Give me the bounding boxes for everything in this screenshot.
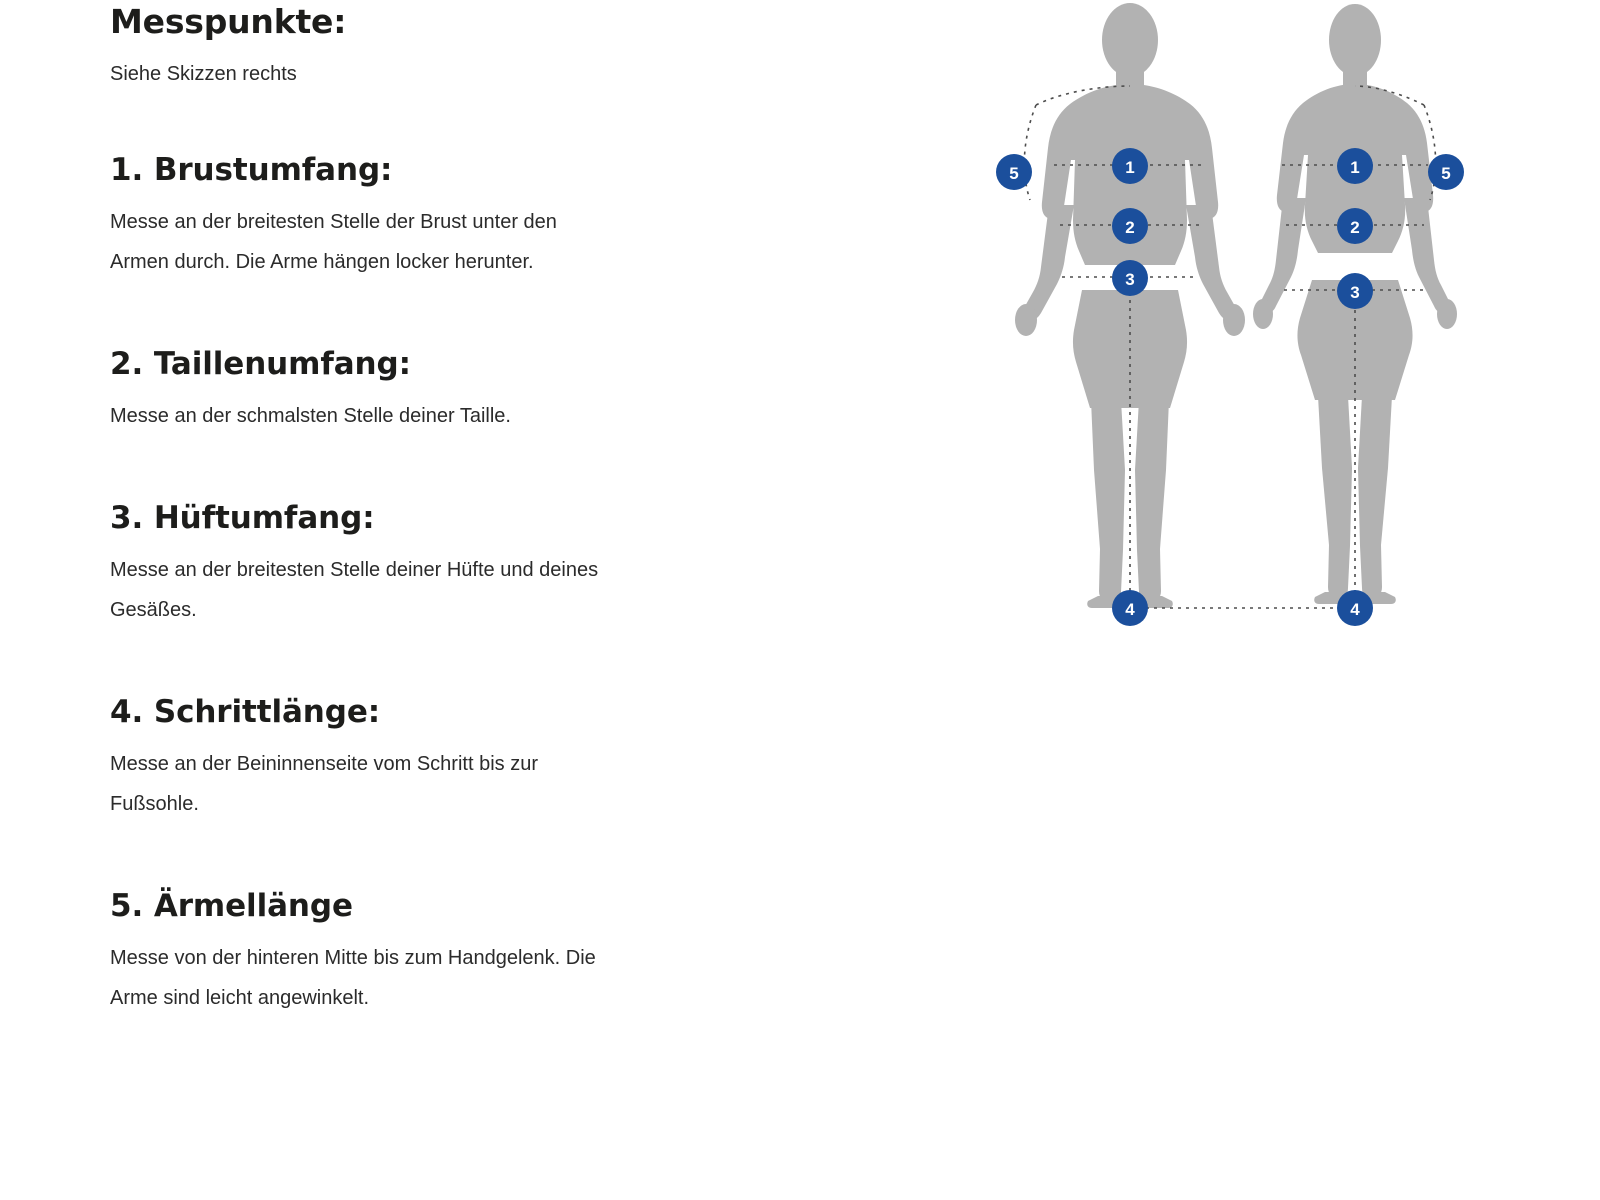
step-1-body: Messe an der breitesten Stelle der Brust unter den Armen durch. Die Arme hängen locker herunter.: [110, 211, 557, 273]
male-badge-2-label: 2: [1125, 218, 1135, 237]
male-badge-1: [1112, 148, 1148, 184]
step-5-title: 5. Ärmellänge: [110, 888, 353, 924]
female-badge-4-label: 4: [1350, 600, 1360, 619]
female-badge-1-label: 1: [1350, 158, 1360, 177]
male-badge-4-label: 4: [1125, 600, 1135, 619]
figure-column: [660, 0, 1600, 1200]
female-badge-2-label: 2: [1350, 218, 1360, 237]
male-badge-5: [996, 154, 1032, 190]
step-4-body: Messe an der Beininnenseite vom Schritt bis zur Fußsohle.: [110, 753, 538, 815]
female-badge-2: [1337, 208, 1373, 244]
male-badge-5-label: 5: [1009, 164, 1019, 183]
female-badge-3-label: 3: [1350, 283, 1360, 302]
male-badge-1-label: 1: [1125, 158, 1135, 177]
female-badge-5-label: 5: [1441, 164, 1451, 183]
male-badge-3: [1112, 260, 1148, 296]
female-badge-3: [1337, 273, 1373, 309]
step-4: [110, 692, 660, 824]
step-4-title: 4. Schrittlänge:: [110, 694, 381, 730]
step-1: [110, 150, 660, 282]
male-badge-2: [1112, 208, 1148, 244]
female-badge-5: [1428, 154, 1464, 190]
step-3-body: Messe an der breitesten Stelle deiner Hüfte und deines Gesäßes.: [110, 559, 599, 621]
step-5: [110, 886, 660, 1018]
instructions-column: [0, 0, 660, 1200]
page-subtitle: Siehe Skizzen rechts: [110, 63, 297, 85]
male-badge-4: [1112, 590, 1148, 626]
female-badge-1: [1337, 148, 1373, 184]
step-2-title: 2. Taillenumfang:: [110, 346, 411, 382]
male-badge-3-label: 3: [1125, 270, 1135, 289]
step-2-body: Messe an der schmalsten Stelle deiner Taille.: [110, 405, 511, 427]
step-3: [110, 498, 660, 630]
step-2: [110, 344, 660, 436]
female-badge-4: [1337, 590, 1373, 626]
body-sketch-figure: [990, 0, 1510, 660]
step-3-title: 3. Hüftumfang:: [110, 500, 375, 536]
body-sketch-svg: [990, 0, 1510, 660]
step-1-title: 1. Brustumfang:: [110, 152, 393, 188]
page-title: Messpunkte:: [110, 2, 347, 41]
step-5-body: Messe von der hinteren Mitte bis zum Handgelenk. Die Arme sind leicht angewinkelt.: [110, 947, 596, 1009]
